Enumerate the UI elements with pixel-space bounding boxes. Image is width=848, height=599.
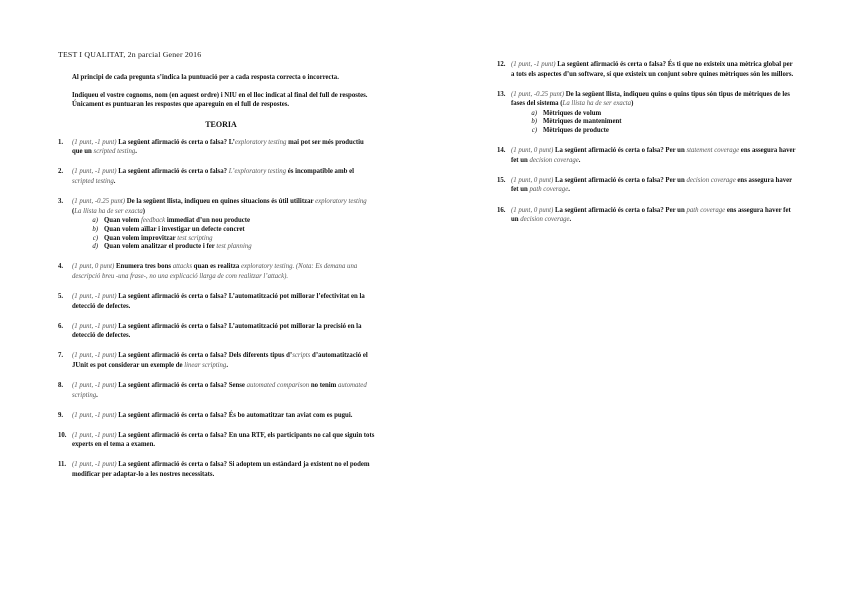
question-number: 10. (58, 431, 67, 439)
question-note: (Nota: Es demana una descripció breu -una frase-, no una explicació llarga de com realitzar l’attack). (72, 263, 358, 280)
question-body (72, 411, 376, 421)
question-score: (1 punt, -1 punt) (72, 431, 117, 439)
question-term-text: attacks (172, 263, 192, 271)
question-stem-text: ens assegura haver fet un (511, 176, 793, 194)
intro-instructions: Indiqueu el vostre cognoms, nom (en aquest ordre) i NIU en el lloc indicat al final del full de respostes. Únicament es puntuaran les respostes que apareguin en el full de respostes. (72, 91, 368, 109)
question-number: 4. (58, 263, 64, 271)
question-stem-text: . (96, 391, 98, 399)
question-number: 2. (58, 168, 64, 176)
question-stem-text: La següent afirmació és certa o falsa? En una RTF, els participants no cal que siguin tots experts en el tema a examen. (72, 431, 375, 449)
option-list (84, 217, 376, 251)
question-stem-text: és incompatible amb el (286, 168, 354, 176)
question-list-left (58, 138, 376, 480)
question-number: 3. (58, 198, 64, 206)
question-stem-text: . (569, 216, 572, 224)
question-stem-text: La següent afirmació és certa o falsa? Per un (555, 147, 687, 155)
question-term-text: exploratory testing (315, 198, 367, 206)
question-term-text: statement coverage (686, 147, 740, 155)
question-stem-text: d’automatització el JUnit es pot considerar un exemple de (72, 352, 368, 369)
question-item (497, 146, 797, 165)
question-stem-text: . (113, 178, 116, 186)
exam-title: TEST I QUALITAT, 2n parcial Gener 2016 (58, 50, 202, 59)
option-item (84, 243, 376, 252)
option-item (523, 118, 797, 127)
question-score: (1 punt, -0.25 punt) (511, 90, 565, 98)
question-body (511, 60, 797, 79)
question-score: (1 punt, 0 punt) (511, 206, 554, 214)
option-text (543, 118, 622, 127)
question-body (72, 431, 376, 450)
question-body (72, 460, 376, 479)
question-item (58, 167, 376, 186)
option-letter: a) (92, 217, 98, 225)
question-stem-text: . (135, 148, 137, 156)
option-item (84, 226, 376, 235)
option-text-part: Mètriques de volum (543, 109, 602, 117)
option-text (104, 226, 245, 235)
option-letter: d) (92, 243, 98, 251)
question-stem-text: . (568, 186, 570, 194)
question-stem-text: La següent afirmació és certa o falsa? Sense (118, 381, 247, 389)
question-stem-text: La següent afirmació és certa o falsa? És ti que no existeix una mètrica global per a tots els aspectes d’un software, sí que existeix un conjunt sobre quines mètriques són les millors. (511, 61, 794, 78)
question-list-right (497, 60, 797, 225)
option-text-part: Mètriques de manteniment (543, 118, 622, 126)
question-stem-text: ) (631, 100, 634, 108)
right-column (497, 60, 797, 235)
question-stem (118, 412, 352, 419)
question-term-text: linear scripting (184, 361, 227, 369)
question-stem (511, 147, 795, 164)
option-text-part: immediat d’un nou producte (165, 217, 251, 225)
question-stem-text: ens assegura haver fet un (511, 147, 796, 164)
option-text (543, 127, 609, 136)
question-body (511, 90, 797, 136)
question-stem-text: . (578, 156, 581, 164)
question-item (497, 206, 797, 225)
question-stem-text: ( (72, 207, 75, 215)
question-score: (1 punt, 0 punt) (72, 263, 115, 271)
question-score: (1 punt, -1 punt) (72, 411, 117, 419)
option-text (543, 110, 601, 119)
question-stem-text: La següent afirmació és certa o falsa? Per un (555, 206, 687, 214)
question-number: 14. (497, 147, 506, 155)
question-stem-text: . (226, 361, 229, 369)
question-term-text: automated scripting (72, 381, 367, 399)
option-list (523, 110, 797, 136)
option-letter: b) (92, 225, 98, 233)
question-stem-text: La següent afirmació és certa o falsa? Dels diferents tipus d’ (118, 352, 293, 360)
question-score: (1 punt, -1 punt) (72, 381, 117, 389)
question-body (511, 146, 797, 165)
question-stem-text: . (128, 302, 131, 310)
question-body (72, 138, 376, 157)
question-item (58, 322, 376, 341)
question-term-text: decision coverage (520, 216, 570, 224)
question-body (72, 292, 376, 311)
question-score: (1 punt, -1 punt) (72, 138, 117, 146)
question-item (497, 176, 797, 195)
question-stem-text: De la següent llista, indiqueu quins o quins tipus són tipus de mètriques de les fases del sistema ( (511, 90, 790, 108)
question-score: (1 punt, -1 punt) (72, 352, 117, 360)
question-number: 7. (58, 352, 64, 360)
question-term-text: La llista ha de ser exacta (562, 100, 632, 108)
question-item (58, 351, 376, 370)
question-number: 5. (58, 292, 64, 300)
question-stem (72, 432, 374, 449)
option-letter: c) (531, 127, 537, 135)
question-item (497, 60, 797, 79)
left-column (58, 50, 376, 490)
section-title: TEORIA (205, 119, 237, 129)
option-text (104, 217, 250, 226)
question-number: 13. (497, 90, 506, 98)
question-item (58, 262, 376, 281)
option-item (84, 217, 376, 226)
option-text (104, 243, 252, 252)
question-item (58, 197, 376, 252)
question-number: 11. (58, 461, 67, 469)
question-body (72, 262, 376, 281)
question-number: 6. (58, 322, 64, 330)
question-item (58, 460, 376, 479)
question-stem (116, 263, 294, 270)
option-item (523, 110, 797, 119)
question-number: 1. (58, 138, 64, 146)
question-body (72, 322, 376, 341)
question-stem (72, 352, 368, 369)
option-text-part: Quan volem improvitzar (104, 234, 178, 242)
question-body (72, 351, 376, 370)
option-item (523, 127, 797, 136)
question-stem-text: ens assegura haver fet un (511, 206, 791, 224)
question-body (72, 167, 376, 186)
question-stem-text: La següent afirmació és certa o falsa? Si adoptem un estàndard ja existent no el podem modificar per adaptar-lo a les nostres necessitats. (72, 461, 370, 479)
question-stem-text: La següent afirmació és certa o falsa? L’ (118, 138, 235, 146)
option-letter: a) (531, 109, 537, 117)
question-stem-text: Enumera tres bons (116, 263, 173, 271)
question-item (497, 90, 797, 136)
option-item (84, 235, 376, 244)
question-stem (511, 177, 792, 194)
question-number: 12. (497, 61, 506, 68)
question-body (511, 176, 797, 195)
question-stem-text: mai pot ser més productiu que un (72, 138, 364, 156)
question-term-text: La llista ha de ser exacta (74, 207, 143, 215)
question-score: (1 punt, 0 punt) (511, 176, 554, 184)
option-text-part: Quan volem aïllar i investigar un defecte concret (104, 225, 245, 233)
question-stem (72, 461, 370, 478)
question-item (58, 138, 376, 157)
question-term-text: decision coverage (529, 156, 579, 164)
option-letter: b) (531, 118, 537, 126)
question-item (58, 292, 376, 311)
question-body (72, 381, 376, 400)
question-score: (1 punt, 0 punt) (511, 147, 554, 155)
question-number: 15. (497, 176, 506, 184)
option-term: feedback (141, 217, 166, 225)
question-term-text: exploratory testing (234, 138, 287, 146)
question-term-text: path coverage (529, 186, 569, 194)
option-text-part: Quan volem analitzar el producte i fer (104, 243, 217, 251)
question-number: 8. (58, 381, 64, 389)
question-term-text: decision coverage (686, 176, 736, 184)
option-term: test scripting (177, 234, 213, 242)
question-stem-text: La següent afirmació és certa o falsa? L’automatització pot millorar l’efectivitat en la detecció de defectes (72, 292, 365, 310)
question-score: (1 punt, -1 punt) (72, 322, 117, 330)
question-term-text: L’exploratory testing (228, 168, 287, 176)
question-stem-text: La següent afirmació és certa o falsa? L’automatització pot millorar la precisió en la detecció de defectes. (72, 322, 362, 340)
question-term-text: path coverage (686, 206, 726, 214)
intro-scoring: Al principi de cada pregunta s’indica la puntuació per a cada resposta correcta o incorrecta. (72, 74, 339, 81)
question-stem-text: De la següent llista, indiqueu en quines situacions és útil utilitzar (126, 198, 316, 206)
option-term: test planning (216, 243, 252, 251)
question-score: (1 punt, -0.25 punt) (72, 198, 126, 206)
question-stem-text: quan es realitza (191, 263, 241, 271)
question-stem-text: La següent afirmació és certa o falsa? Per un (555, 176, 687, 184)
question-term-text: scripted testing (72, 178, 114, 186)
question-score: (1 punt, -1 punt) (72, 168, 117, 176)
option-text (104, 235, 213, 244)
question-score: (1 punt, -1 punt) (72, 292, 117, 300)
question-item (58, 431, 376, 450)
question-score: (1 punt, -1 punt) (511, 61, 556, 68)
question-stem (72, 382, 367, 399)
question-stem-text: La següent afirmació és certa o falsa? És bo automatitzar tan aviat com es pugui. (118, 411, 353, 419)
question-stem-text: ) (142, 207, 146, 215)
question-number: 9. (58, 411, 64, 419)
question-item (58, 381, 376, 400)
question-body (72, 197, 376, 252)
question-score: (1 punt, -1 punt) (72, 461, 117, 469)
question-stem-text: no tenim (309, 381, 339, 389)
question-term-text: scripts (292, 352, 311, 360)
question-item (58, 411, 376, 421)
option-text-part: Quan volem (104, 217, 142, 225)
question-body (511, 206, 797, 225)
question-term-text: exploratory testing. (240, 263, 295, 271)
option-letter: c) (92, 234, 98, 242)
question-term-text: automated comparison (246, 381, 310, 389)
question-number: 16. (497, 206, 506, 214)
option-text-part: Mètriques de producte (543, 127, 609, 135)
question-stem-text: La següent afirmació és certa o falsa? (118, 168, 229, 176)
question-term-text: scripted testing (93, 148, 136, 156)
question-stem (511, 207, 791, 224)
